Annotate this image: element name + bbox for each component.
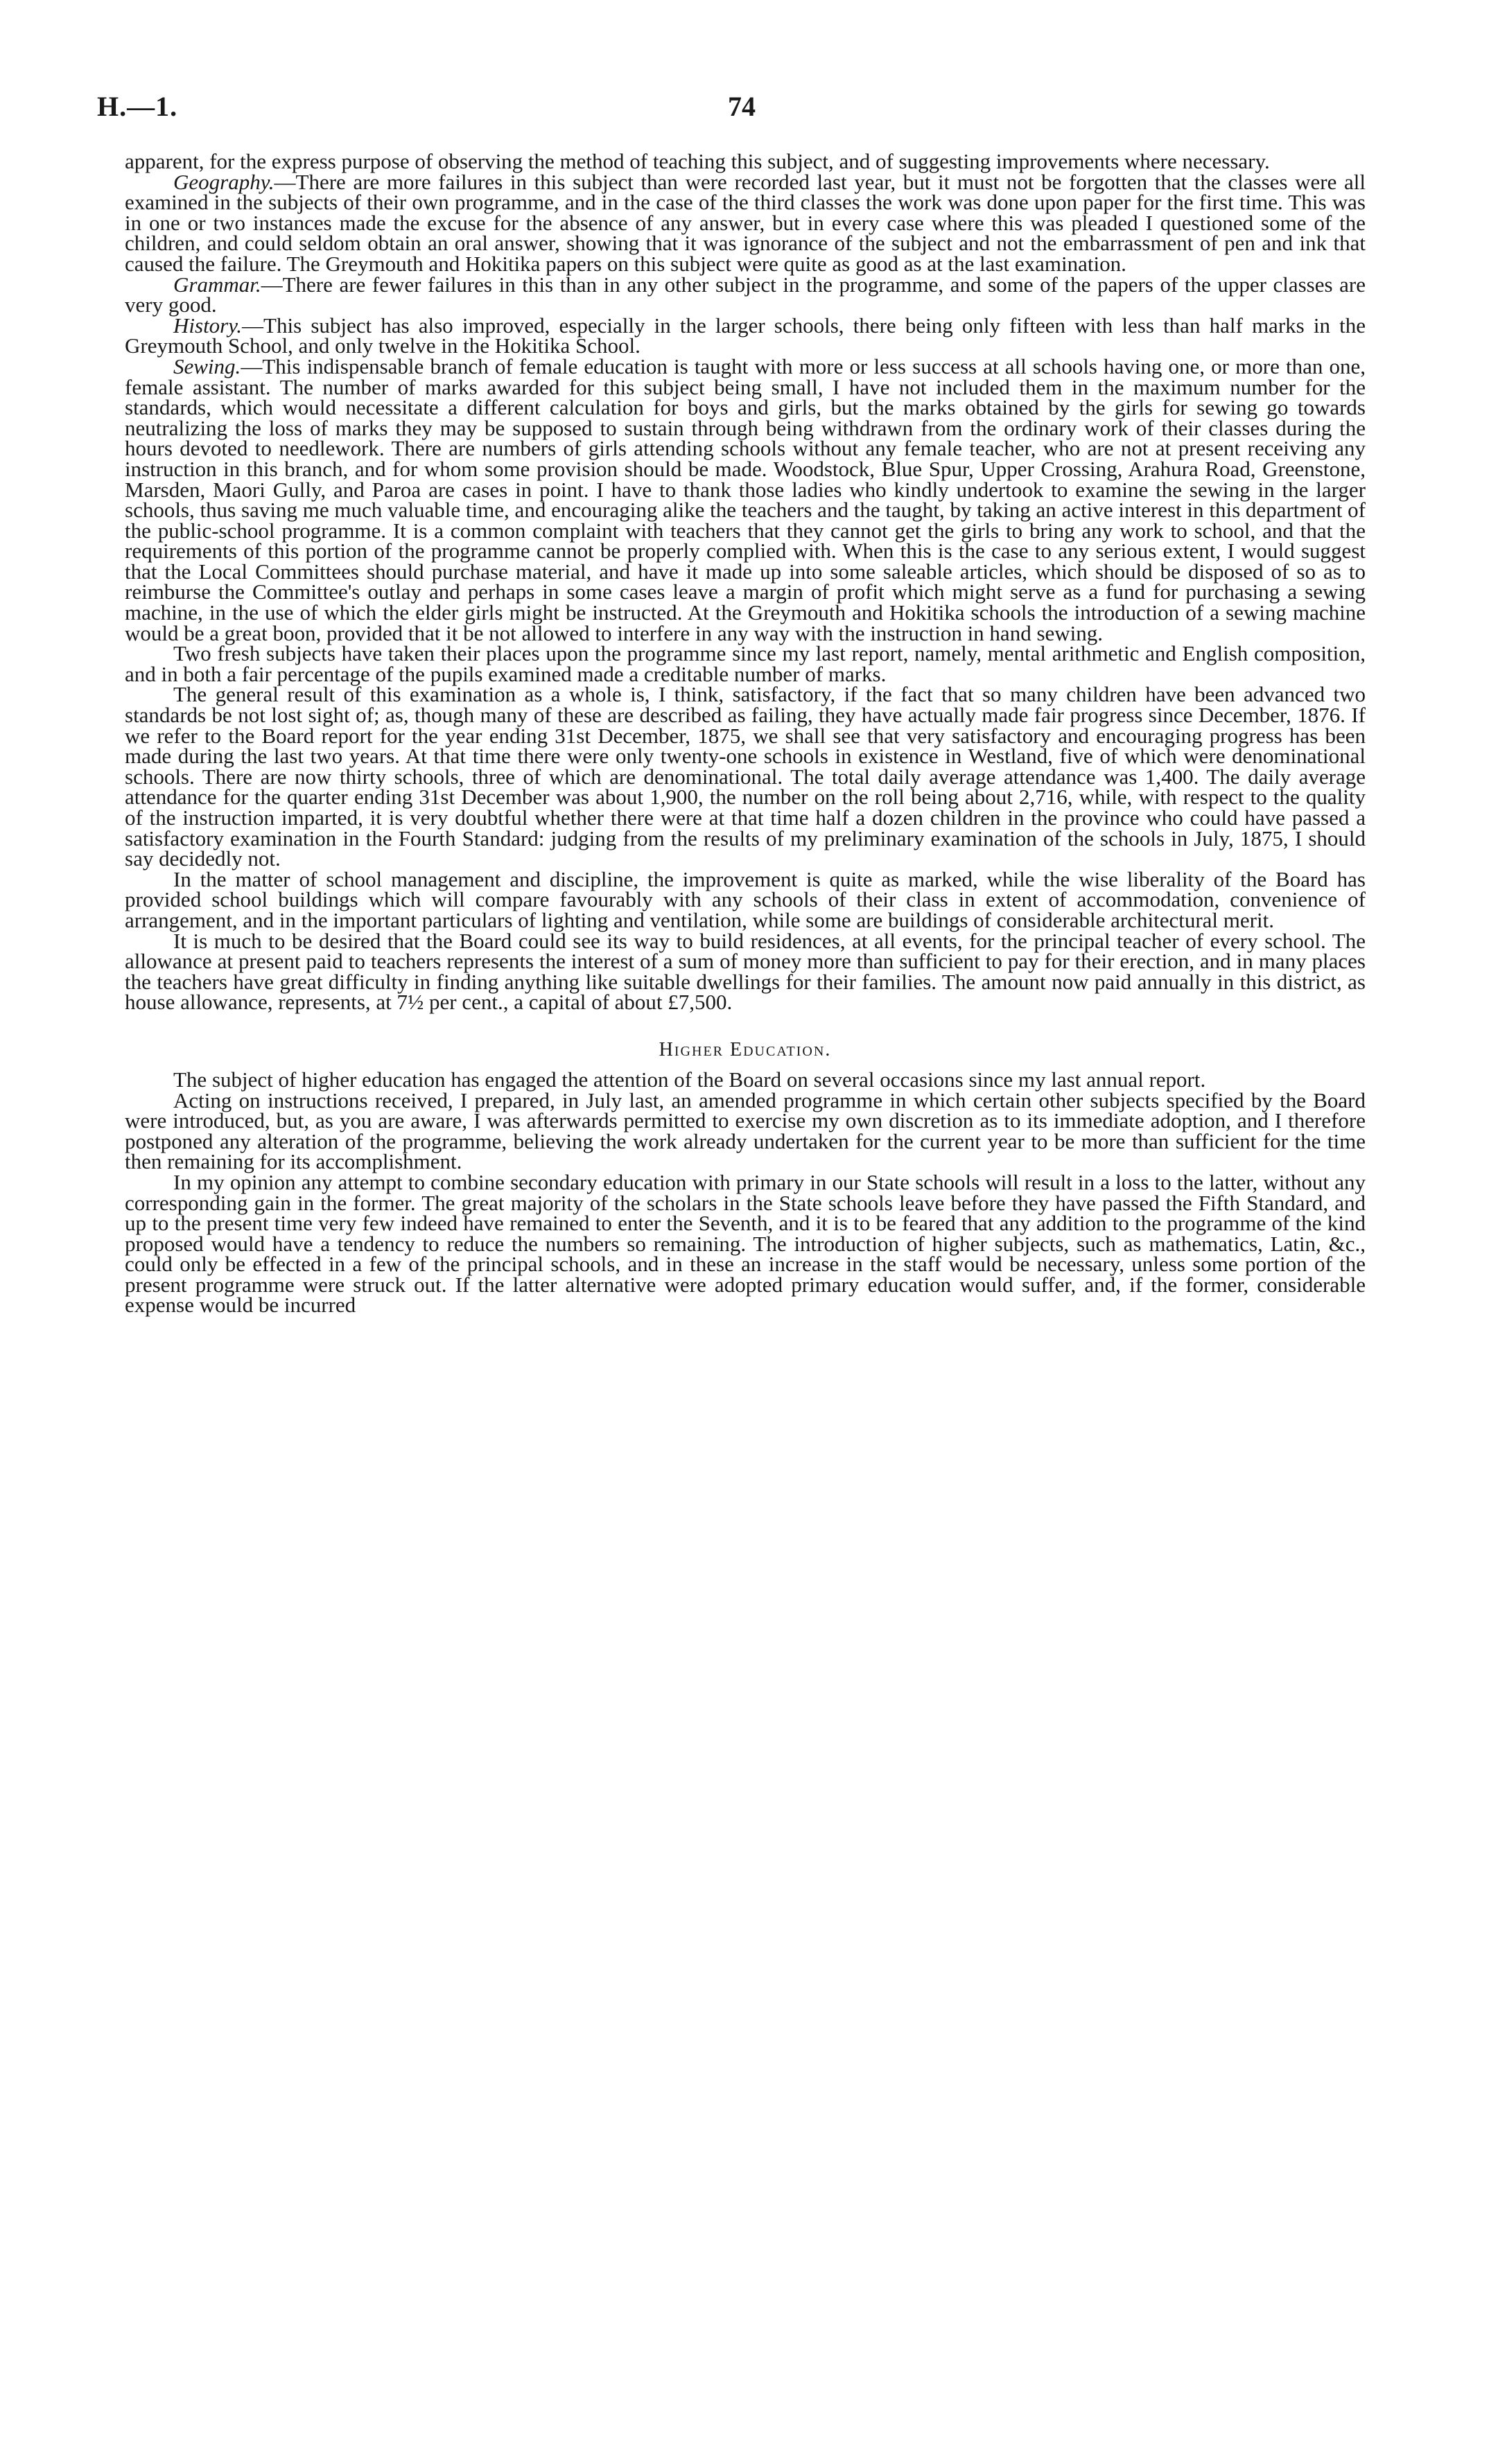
paragraph: The subject of higher education has engaged the attention of the Board on several occasions since my last annual report.: [173, 1067, 1206, 1092]
paragraph: The general result of this examination as a whole is, I think, satisfactory, if the fact that so many children have been advanced two standards be not lost sight of; as, though many of these are described as failing, they have actually made fair progress since December, 1876. If we refer to the Board report for the year ending 31st December, 1875, we shall see that very satisfactory and encouraging progress has been made during the last two years. At that time there were only twenty-one schools in existence in Westland, five of which were denominational schools. There are now thirty schools, three of which are denominational. The total daily average attendance was 1,400. The daily average attendance for the quarter ending 31st December was about 1,900, the number on the roll being about 2,716, while, with respect to the quality of the instruction imparted, it is very doubtful whether there were at that time half a dozen children in the province who could have passed a satisfactory examination in the Fourth Standard: judging from the results of my preliminary examination of the schools in July, 1875, I should say decidedly not.: [125, 682, 1366, 871]
paragraph-history: History.—This subject has also improved, especially in the larger schools, there being only fifteen with less than half marks in the Greymouth School, and only twelve in the Hokitika School.: [125, 313, 1366, 358]
paragraph: In my opinion any attempt to combine secondary education with primary in our State schools will result in a loss to the latter, without any corresponding gain in the former. The great majority of the scholars in the State schools leave before they have passed the Fifth Standard, and up to the present time very few indeed have remained to enter the Seventh, and it is to be feared that any addition to the programme of the kind proposed would have a tendency to reduce the numbers so remaining. The introduction of higher subjects, such as mathematics, Latin, &c., could only be effected in a few of the principal schools, and in these an increase in the staff would be necessary, unless some portion of the present programme were struck out. If the latter alternative were adopted primary education would suffer, and, if the former, considerable expense would be incurred: [125, 1169, 1366, 1318]
subject-heading: History.: [173, 313, 243, 338]
paragraph: apparent, for the express purpose of observing the method of teaching this subject, and of suggesting improvements where necessary.: [125, 149, 1270, 173]
paragraph: Two fresh subjects have taken their places upon the programme since my last report, namely, mental arithmetic and English composition, and in both a fair percentage of the pupils examined made a creditable number of marks.: [125, 641, 1366, 686]
paragraph: Acting on instructions received, I prepared, in July last, an amended programme in which certain other subjects specified by the Board were introduced, but, as you are aware, I was afterwards permitted to exercise my own discretion as to its immediate adoption, and I therefore postponed any alteration of the programme, believing the work already undertaken for the current year to be more than sufficient for the time then remaining for its accomplishment.: [125, 1087, 1366, 1174]
page-number: 74: [728, 91, 756, 122]
section-heading: Higher Education.: [659, 1038, 832, 1060]
page-header: [97, 90, 1366, 139]
subject-heading: Geography.: [173, 169, 275, 194]
paragraph-sewing: Sewing.—This indispensable branch of female education is taught with more or less success at all schools having one, or more than one, female assistant. The number of marks awarded for this subject being small, I have not included them in the maximum number for the standards, which would necessitate a different calculation for boys and girls, but the marks obtained by the girls for sewing go towards neutralizing the loss of marks they may be supposed to sustain through being withdrawn from the ordinary work of their classes during the hours devoted to needlework. There are numbers of girls attending schools without any female teacher, who are not at present receiving any instruction in this branch, and for whom some provision should be made. Woodstock, Blue Spur, Upper Crossing, Arahura Road, Greenstone, Marsden, Maori Gully, and Paroa are cases in point. I have to thank those ladies who kindly undertook to examine the sewing in the larger schools, thus saving me much valuable time, and encouraging alike the teachers and the taught, by taking an active interest in this department of the public-school programme. It is a common complaint with teachers that they cannot get the girls to bring any work to school, and that the requirements of this portion of the programme cannot be properly complied with. When this is the case to any serious extent, I would suggest that the Local Committees should purchase material, and have it made up into some saleable articles, which should be disposed of so as to reimburse the Committee's outlay and perhaps in some cases leave a margin of profit which might serve as a fund for purchasing a sewing machine, in the use of which the elder girls might be instructed. At the Greymouth and Hokitika schools the introduction of a sewing machine would be a great boon, provided that it be not allowed to interfere in any way with the instruction in hand sewing.: [125, 353, 1366, 645]
paragraph-geography: Geography.—There are more failures in this subject than were recorded last year, but it must not be forgotten that the classes were all examined in the subjects of their own programme, and in the case of the third classes the work was done upon paper for the first time. This was in one or two instances made the excuse for the absence of any answer, but in every case where this was pleaded I questioned some of the children, and could seldom obtain an oral answer, showing that it was ignorance of the subject and not the embarrassment of pen and ink that caused the failure. The Greymouth and Hokitika papers on this subject were quite as good as at the last examination.: [125, 169, 1366, 276]
document-page: [97, 90, 1366, 1318]
paragraph: It is much to be desired that the Board could see its way to build residences, at all events, for the principal teacher of every school. The allowance at present paid to teachers represents the interest of a sum of money more than sufficient to pay for their erection, and in many places the teachers have great difficulty in finding anything like suitable dwellings for their families. The amount now paid annually in this district, as house allowance, represents, at 7½ per cent., a capital of about £7,500.: [125, 928, 1366, 1015]
subject-heading: Grammar.: [173, 272, 261, 297]
document-reference: H.—1.: [97, 91, 178, 122]
paragraph-grammar: Grammar.—There are fewer failures in this than in any other subject in the programme, and some of the papers of the upper classes are very good.: [125, 272, 1366, 317]
subject-heading: Sewing.: [173, 353, 241, 378]
paragraph: In the matter of school management and discipline, the improvement is quite as marked, while the wise liberality of the Board has provided school buildings which will compare favourably with any schools of their class in extent of accommodation, convenience of arrangement, and in the important particulars of lighting and ventilation, while some are buildings of considerable architectural merit.: [125, 866, 1366, 932]
body-text: [125, 151, 1366, 1316]
